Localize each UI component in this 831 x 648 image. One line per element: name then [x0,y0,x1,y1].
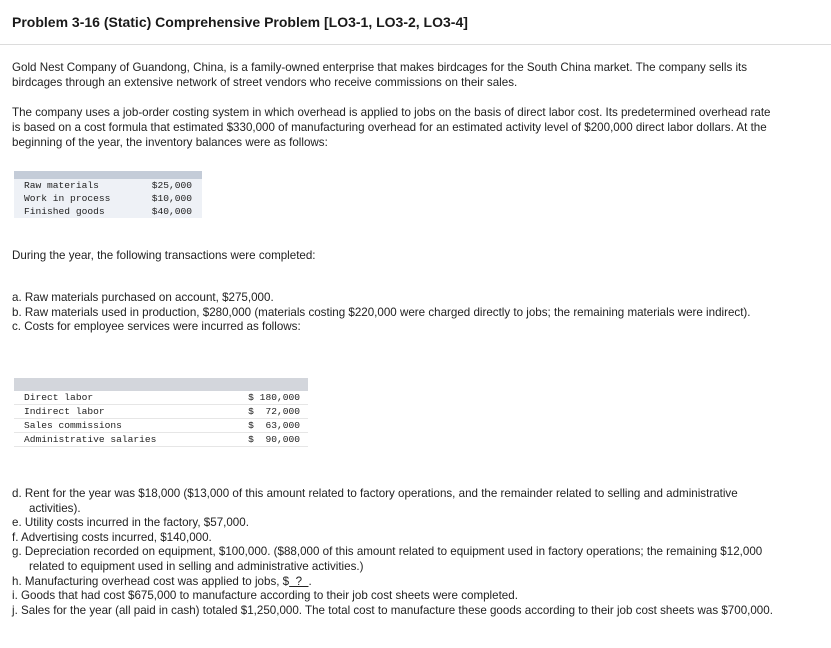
service-label: Sales commissions [24,420,122,431]
list-item: d. Rent for the year was $18,000 ($13,000 of this amount related to factory operations, and the remainder related to selling and administrative activities). [12,487,738,515]
list-item: i. Goods that had cost $675,000 to manufacture according to their job cost sheets were completed. [12,589,518,603]
inventory-label: Work in process [24,193,111,204]
inventory-amount: $25,000 [151,180,192,191]
list-item: c. Costs for employee services were incurred as follows: [12,320,301,334]
list-item: f. Advertising costs incurred, $140,000. [12,530,212,544]
item-h-end: . [308,574,312,588]
table-row [14,385,308,405]
intro-paragraph-costing: The company uses a job-order costing system in which overhead is applied to jobs on the basis of direct labor cost. Its predetermined overhead rate is based on a cost formula that estimated $330,000 of manufacturing overhead for an estimated activity level of $200,000 direct labor dollars. At the beginning of the year, the inventory balances were as follows: [12,106,771,149]
table-row [14,205,202,218]
list-item: a. Raw materials purchased on account, $275,000. [12,291,274,304]
service-label: Administrative salaries [24,434,157,445]
inventory-amount: $10,000 [151,193,192,204]
table-row [14,433,308,447]
item-h-text: h. Manufacturing overhead cost was applied to jobs, $ [12,574,290,588]
transactions-list-a-c [12,291,782,335]
table-row [14,405,308,419]
list-item: e. Utility costs incurred in the factory, $57,000. [12,516,249,530]
list-item-h [12,575,782,590]
inventory-label: Raw materials [24,180,99,191]
intro-paragraph-company: Gold Nest Company of Guandong, China, is a family-owned enterprise that makes birdcages for the South China market. The company sells its birdcages through an extensive network of street vendors who receive commissions on their sales. [12,61,748,89]
table-row [14,175,202,192]
table-row [14,419,308,433]
service-amount: $ 72,000 [248,406,300,417]
list-item: g. Depreciation recorded on equipment, $100,000. ($88,000 of this amount related to equipment used in factory operations; the remaining $12,000 related to equipment used in selling and administrative activities.) [12,545,763,573]
service-amount: $ 90,000 [248,434,300,445]
employee-services-table [14,378,308,447]
divider [0,44,831,45]
list-item: j. Sales for the year (all paid in cash) totaled $1,250,000. The total cost to manufacture these goods according to their job cost sheets was $700,000. [12,603,773,617]
service-amount: $ 180,000 [248,392,300,403]
problem-title: Problem 3-16 (Static) Comprehensive Problem [LO3-1, LO3-2, LO3-4] [12,14,468,30]
inventory-amount: $40,000 [151,206,192,217]
list-item: b. Raw materials used in production, $280,000 (materials costing $220,000 were charged directly to jobs; the remaining materials were indirect). [12,305,751,319]
service-label: Direct labor [24,392,94,403]
beginning-inventory-table [14,171,202,218]
service-label: Indirect labor [24,406,105,417]
transactions-list-d-j [12,487,782,618]
during-year-text: During the year, the following transactions were completed: [12,249,316,262]
answer-blank[interactable]: ? [289,574,309,588]
service-amount: $ 63,000 [248,420,300,431]
inventory-label: Finished goods [24,206,105,217]
table-row [14,192,202,205]
